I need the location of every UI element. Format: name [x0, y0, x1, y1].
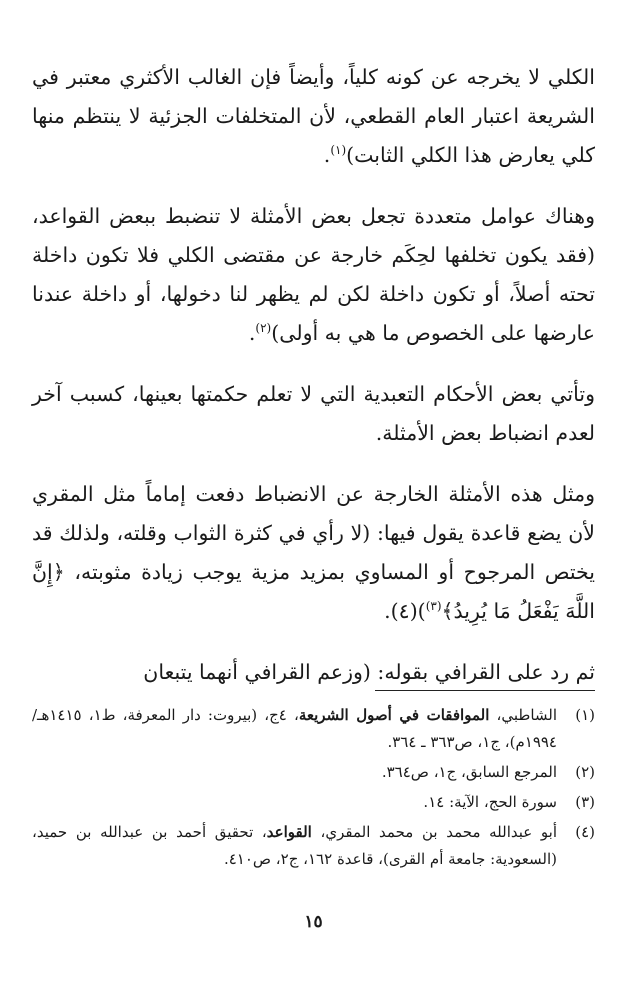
paragraph-4	[32, 475, 595, 631]
footnote-rest: ، تحقيق أحمد بن عبدالله بن حميد، (السعودية: جامعة أم القرى)، قاعدة ١٦٢، ج٢، ص٤١٠.	[32, 823, 557, 868]
page-number: ١٥	[304, 912, 323, 932]
paragraph-text: ثم رد على القرافي بقوله: (وزعم القرافي أنهما يتبعان	[143, 660, 595, 684]
footnote-text	[32, 819, 557, 873]
footnote-rest: سورة الحج، الآية: ١٤.	[423, 793, 557, 811]
footnote-number: (١)	[575, 706, 595, 724]
footnote-ref[interactable]: (١)	[330, 143, 347, 158]
footnote-item	[32, 702, 595, 756]
footnote-author: الشاطبي،	[489, 706, 558, 724]
footnote-ref[interactable]: (٢)	[255, 321, 272, 336]
paragraph-text: وتأتي بعض الأحكام التعبدية التي لا تعلم حكمتها بعينها، كسبب آخر لعدم انضباط بعض الأمثلة.	[32, 382, 595, 445]
footnote-text	[32, 759, 557, 786]
footnote-item	[32, 789, 595, 816]
paragraph-tail: .	[248, 321, 256, 345]
paragraph-1	[32, 58, 595, 175]
paragraph-5	[32, 653, 595, 692]
footnote-text	[32, 789, 557, 816]
footnote-number: (٤)	[575, 823, 595, 841]
paragraph-tail: .	[323, 143, 331, 167]
footnote-rest: ، ٤ج، (بيروت: دار المعرفة، ط١، ١٤١٥هـ/١٩٩٤م)، ج١، ص٣٦٣ ـ ٣٦٤.	[32, 706, 557, 751]
footnote-author: أبو عبدالله محمد بن محمد المقري،	[311, 823, 557, 841]
footnote-item	[32, 819, 595, 873]
footnote-ref[interactable]: (٣)	[425, 599, 442, 614]
footnote-separator	[375, 690, 595, 691]
footnote-text	[32, 702, 557, 756]
paragraph-text: وهناك عوامل متعددة تجعل بعض الأمثلة لا تنضبط ببعض القواعد، (فقد يكون تخلفها لحِكَم خارجة عن مقتضى الكلي فلا تكون داخلة تحته أصلاً، أو تكون داخلة لكن لم يظهر لنا دخولها، أو داخلة عندنا عارضها على الخصوص ما هي به أولى)	[32, 204, 595, 345]
paragraph-2	[32, 197, 595, 353]
footnotes	[32, 702, 595, 876]
footnote-title: القواعد	[266, 823, 312, 841]
footnote-rest: المرجع السابق، ج١، ص٣٦٤.	[381, 763, 557, 781]
footnote-item	[32, 759, 595, 786]
paragraph-text: الكلي لا يخرجه عن كونه كلياً، وأيضاً فإن الغالب الأكثري معتبر في الشريعة اعتبار العام القطعي، لأن المتخلفات الجزئية لا ينتظم منها كلي يعارض هذا الكلي الثابت)	[32, 65, 595, 167]
paragraph-tail: )(٤).	[384, 599, 426, 623]
footnote-title: الموافقات في أصول الشريعة	[298, 706, 490, 724]
footnote-number: (٣)	[575, 793, 595, 811]
paragraph-3	[32, 375, 595, 453]
footnote-number: (٢)	[575, 763, 595, 781]
paragraph-text: ومثل هذه الأمثلة الخارجة عن الانضباط دفعت إماماً مثل المقري لأن يضع قاعدة يقول فيها: (لا رأي في كثرة الثواب وقلته، ولذلك قد يختص المرجوح أو المساوي بمزيد مزية يوجب زيادة مثوبته، ﴿إِنَّ اللَّهَ يَفْعَلُ مَا يُرِيدُ﴾	[32, 482, 595, 623]
